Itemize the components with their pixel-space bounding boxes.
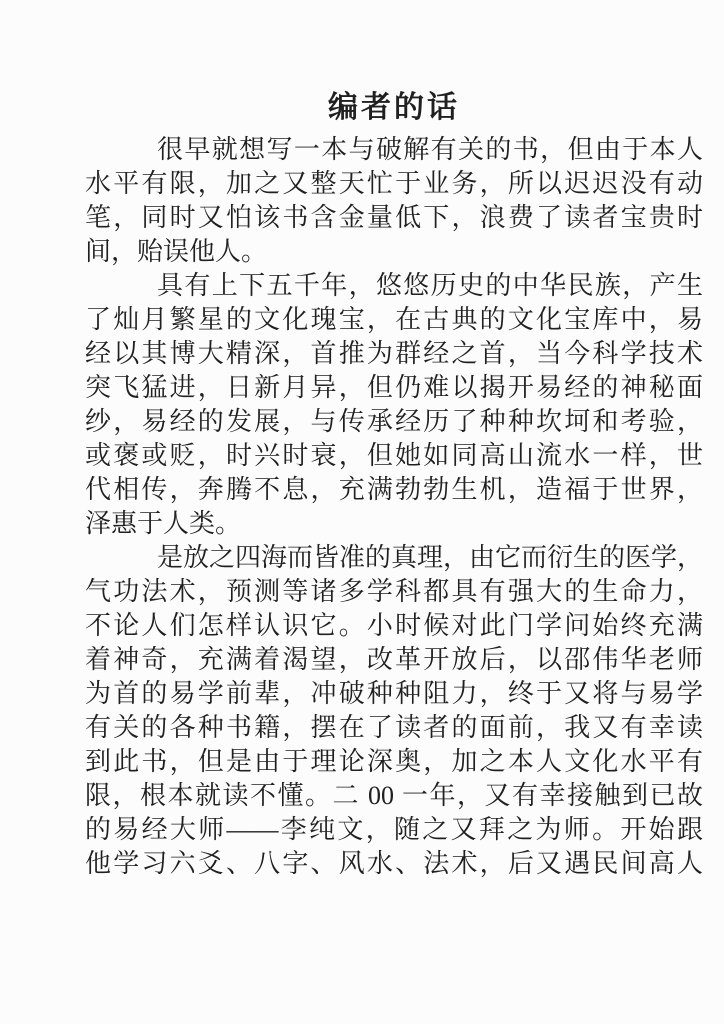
text-line: 或褒或贬，时兴时衰，但她如同高山流水一样，世 <box>85 441 703 470</box>
text-line: 泽惠于人类。 <box>85 509 242 538</box>
paragraph <box>85 269 703 541</box>
text-line: 突飞猛进，日新月异，但仍难以揭开易经的神秘面 <box>85 373 703 402</box>
paragraph <box>85 133 703 269</box>
text-line: 他学习六爻、八字、风水、法术，后又遇民间高人 <box>85 849 703 878</box>
text-line: 笔，同时又怕该书含金量低下，浪费了读者宝贵时 <box>85 203 703 232</box>
text-line: 限，根本就读不懂。二 00 一年，又有幸接触到已故 <box>85 781 703 810</box>
text-line: 经以其博大精深，首推为群经之首，当今科学技术 <box>85 339 703 368</box>
document-body <box>85 133 703 881</box>
text-line: 纱，易经的发展，与传承经历了种种坎坷和考验， <box>85 407 703 436</box>
text-line: 为首的易学前辈，冲破种种阻力，终于又将与易学 <box>85 679 703 708</box>
text-line: 气功法术，预测等诸多学科都具有强大的生命力， <box>85 577 703 606</box>
text-line: 着神奇，充满着渴望，改革开放后，以邵伟华老师 <box>85 645 703 674</box>
page-title: 编者的话 <box>328 91 460 124</box>
text-line: 是放之四海而皆准的真理，由它而衍生的医学， <box>157 543 703 572</box>
text-line: 到此书，但是由于理论深奥，加之本人文化水平有 <box>85 747 703 776</box>
text-line: 很早就想写一本与破解有关的书，但由于本人 <box>157 135 703 164</box>
paragraph <box>85 541 703 881</box>
text-line: 有关的各种书籍，摆在了读者的面前，我又有幸读 <box>85 713 703 742</box>
text-line: 的易经大师——李纯文，随之又拜之为师。开始跟 <box>85 815 703 844</box>
text-line: 了灿月繁星的文化瑰宝，在古典的文化宝库中，易 <box>85 305 703 334</box>
text-line: 代相传，奔腾不息，充满勃勃生机，造福于世界， <box>85 475 703 504</box>
text-line: 不论人们怎样认识它。小时候对此门学问始终充满 <box>85 611 703 640</box>
text-line: 间，贻误他人。 <box>85 237 268 266</box>
text-line: 具有上下五千年，悠悠历史的中华民族，产生 <box>157 271 703 300</box>
text-line: 水平有限，加之又整天忙于业务，所以迟迟没有动 <box>85 169 703 198</box>
